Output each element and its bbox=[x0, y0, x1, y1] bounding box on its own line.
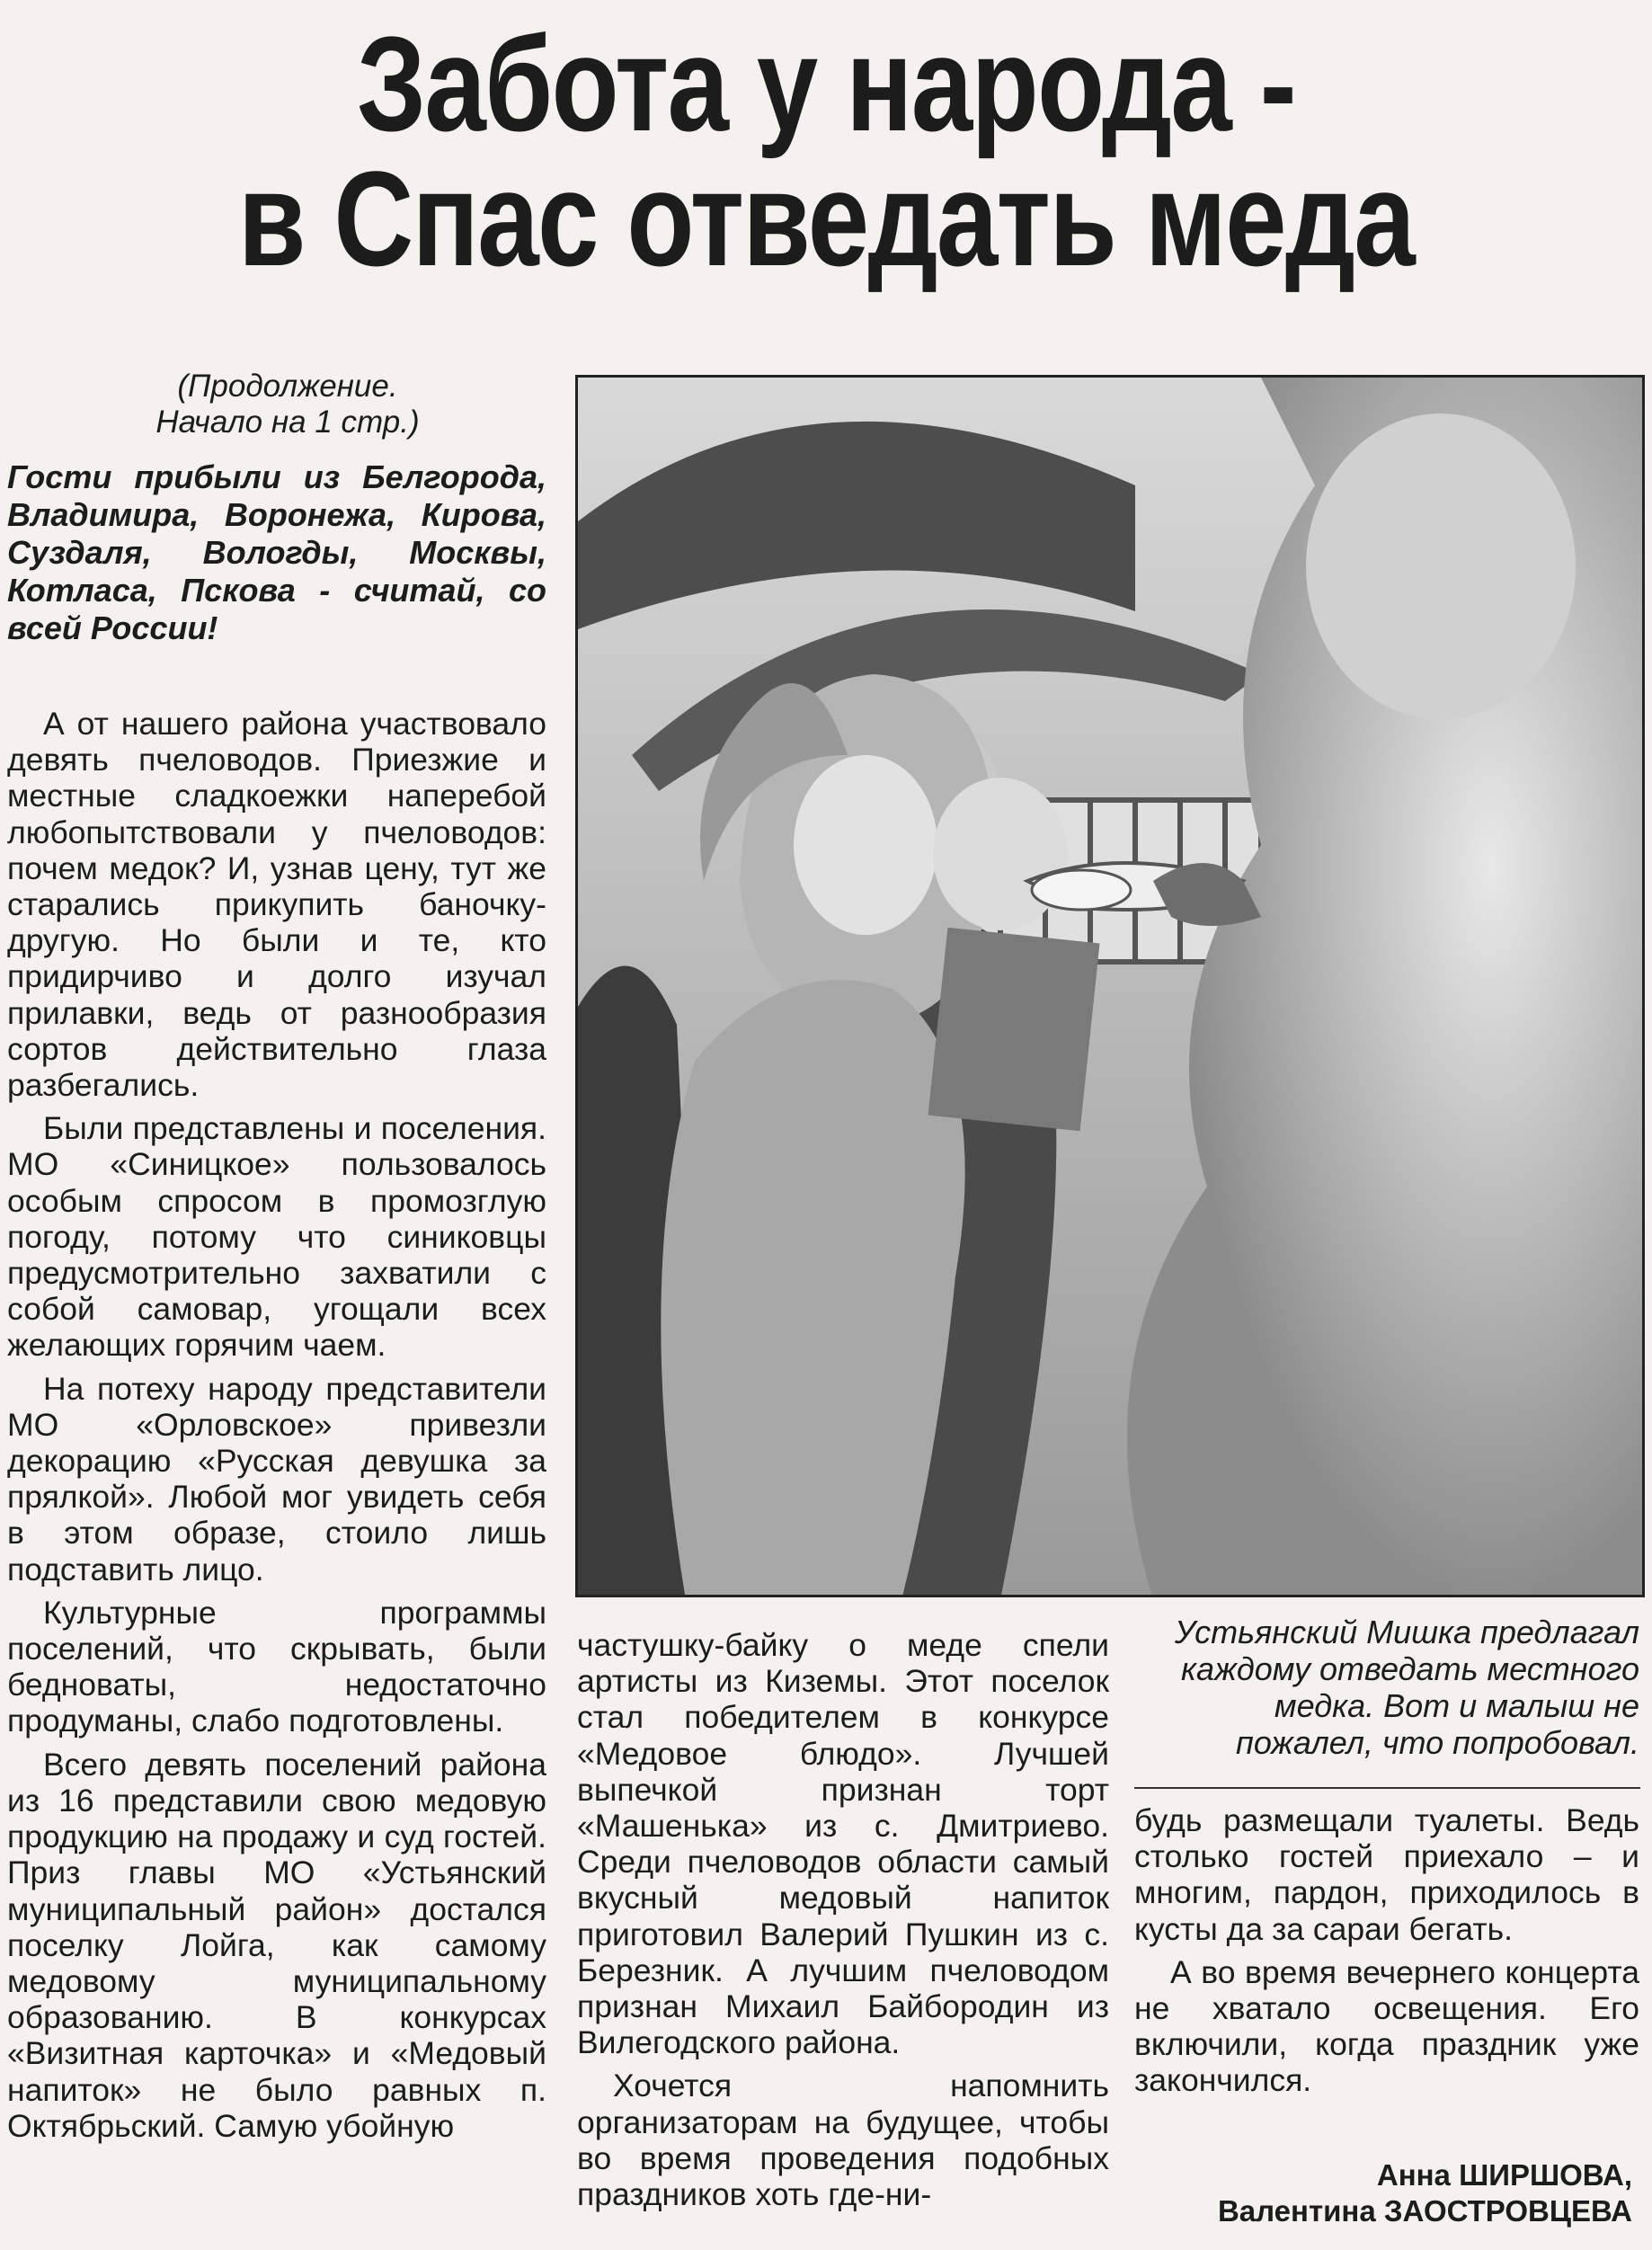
photo-bear-feeding-child bbox=[578, 378, 1645, 1597]
paragraph: На потеху народу представители МО «Орловское» привезли декорацию «Русская девушка за прялкой». Любой мог увидеть себя в этом образе, стоило лишь подставить лицо. bbox=[7, 1370, 546, 1587]
paragraph: А от нашего района участвовало девять пчеловодов. Приезжие и местные сладкоежки наперебой любопытствовали у пчеловодов: почем медок? И, узнав цену, тут же старались прикупить баночку-другую. Но были и те, кто придирчиво и долго изучал прилавки, ведь от разнообразия сортов действительно глаза разбегались. bbox=[7, 706, 546, 1104]
headline-line-1: Забота у народа - bbox=[357, 8, 1295, 159]
continuation-note bbox=[54, 369, 521, 440]
continuation-line-1: (Продолжение. bbox=[177, 369, 398, 404]
article-column-2 bbox=[577, 1627, 1109, 2212]
paragraph: Всего девять поселений района из 16 представили свою медовую продукцию на продажу и суд гостей. Приз главы МО «Устьянский муниципальный район» достался поселку Лойга, как самому медовому муниципальному образованию. В конкурсах «Визитная карточка» и «Медовый напиток» не было равных п. Октябрьский. Самую убойную bbox=[7, 1746, 546, 2144]
paragraph: Культурные программы поселений, что скрывать, были бедноваты, недостаточно продуманы, слабо подготовлены. bbox=[7, 1594, 546, 1739]
paragraph: Были представлены и поселения. МО «Синицкое» пользовалось особым спросом в промозглую погоду, потому что синиковцы предусмотрительно захватили с собой самовар, угощали всех желающих горячим чаем. bbox=[7, 1110, 546, 1364]
headline bbox=[148, 8, 1503, 294]
paragraph: А во время вечернего концерта не хватало освещения. Его включили, когда праздник уже закончился. bbox=[1134, 1953, 1639, 2099]
column-divider bbox=[1134, 1787, 1640, 1789]
paragraph: будь размещали туалеты. Ведь столько гостей приехало – и многим, пардон, приходилось в кусты да за сараи бегать. bbox=[1134, 1802, 1639, 1947]
article-photo bbox=[575, 375, 1645, 1597]
author-1: Анна ШИРШОВА, bbox=[1376, 2158, 1632, 2192]
continuation-line-2: Начало на 1 стр.) bbox=[155, 405, 420, 440]
photo-caption: Устьянский Мишка предлагал каждому отведать местного медка. Вот и малыш не пожалел, что попробовал. bbox=[1174, 1614, 1639, 1761]
paragraph: частушку-байку о меде спели артисты из Киземы. Этот поселок стал победителем в конкурсе «Медовое блюдо». Лучшей выпечкой признан торт «Машенька» из с. Дмитриево. Среди пчеловодов области самый вкусный медовый напиток приготовил Валерий Пушкин из с. Березник. А лучшим пчеловодом признан Михаил Байбородин из Вилегодского района. bbox=[577, 1627, 1109, 2061]
lead-paragraph: Гости прибыли из Белгорода, Владимира, Воронежа, Кирова, Суздаля, Вологды, Москвы, Котласа, Пскова - считай, со всей России! bbox=[7, 458, 546, 646]
article-column-1 bbox=[7, 706, 546, 2144]
paragraph: Хочется напомнить организаторам на будущее, чтобы во время проведения подобных праздников хоть где-ни- bbox=[577, 2068, 1109, 2213]
byline bbox=[1218, 2157, 1632, 2229]
article-column-3 bbox=[1134, 1802, 1639, 2099]
author-2: Валентина ЗАОСТРОВЦЕВА bbox=[1217, 2194, 1632, 2228]
headline-line-2: в Спас отведать меда bbox=[237, 143, 1415, 294]
